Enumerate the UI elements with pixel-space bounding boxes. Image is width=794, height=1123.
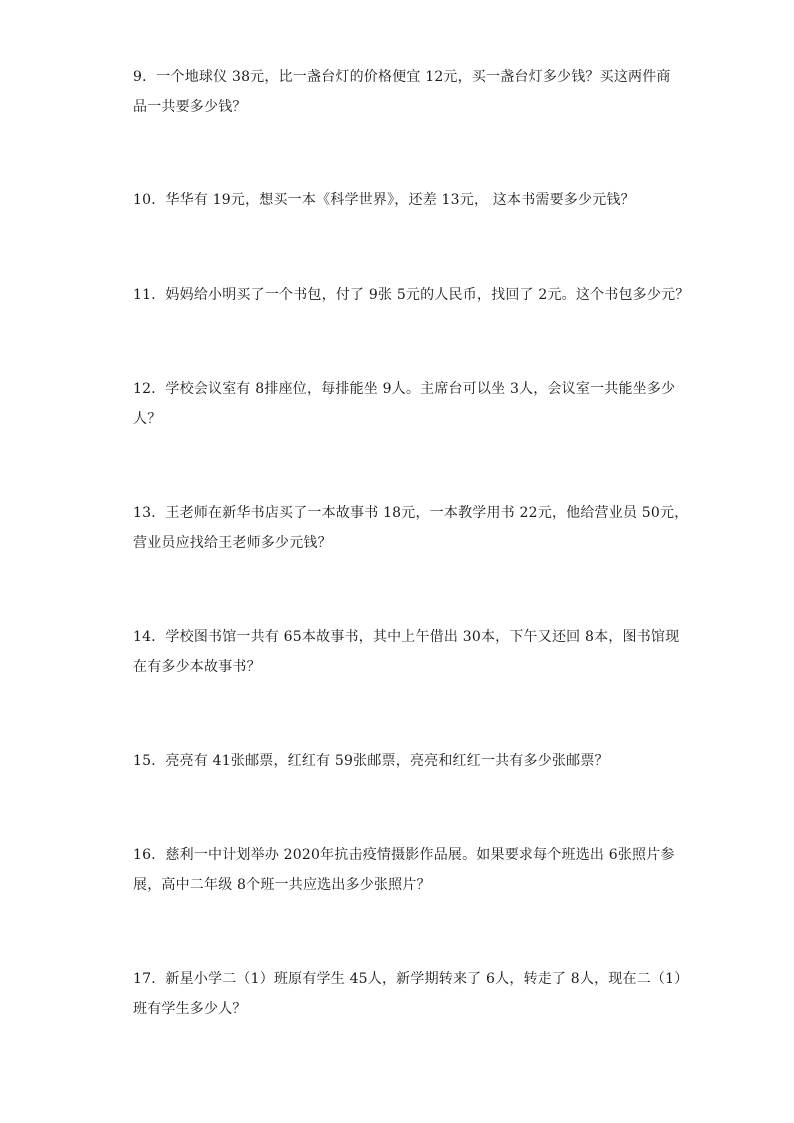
question-12	[133, 374, 676, 434]
question-10	[133, 185, 673, 215]
question-11	[133, 280, 690, 310]
question-line: 12．学校会议室有 8排座位，每排能坐 9人。主席台可以坐 3人，会议室一共能坐多少	[133, 381, 676, 397]
question-line: 10．华华有 19元，想买一本《科学世界》，还差 13元， 这本书需要多少元钱？	[133, 192, 635, 208]
question-line: 在有多少本故事书？	[133, 659, 261, 675]
question-line: 16．慈利一中计划举办 2020年抗击疫情摄影作品展。如果要求每个班选出 6张照片参	[133, 847, 675, 863]
question-line: 13．王老师在新华书店买了一本故事书 18元，一本教学用书 22元，他给营业员 50元，	[133, 505, 689, 521]
question-16	[133, 840, 673, 900]
question-line: 人？	[133, 411, 162, 427]
question-9	[133, 62, 673, 122]
question-line: 17．新星小学二（1）班原有学生 45人，新学期转来了 6人，转走了 8人，现在二（1）	[133, 971, 689, 987]
question-line: 营业员应找给王老师多少元钱？	[133, 535, 332, 551]
question-14	[133, 622, 680, 682]
question-15	[133, 746, 673, 776]
question-line: 9．一个地球仪 38元，比一盏台灯的价格便宜 12元，买一盏台灯多少钱？买这两件商	[133, 69, 671, 85]
question-line: 15．亮亮有 41张邮票，红红有 59张邮票，亮亮和红红一共有多少张邮票？	[133, 753, 609, 769]
question-line: 班有学生多少人？	[133, 1001, 247, 1017]
question-line: 11．妈妈给小明买了一个书包，付了 9张 5元的人民币，找回了 2元。这个书包多少元？	[133, 287, 690, 303]
question-line: 14．学校图书馆一共有 65本故事书，其中上午借出 30本，下午又还回 8本，图书馆现	[133, 629, 680, 645]
question-line: 品一共要多少钱？	[133, 99, 247, 115]
question-13	[133, 498, 689, 558]
question-line: 展，高中二年级 8个班一共应选出多少张照片？	[133, 877, 431, 893]
question-17	[133, 964, 689, 1024]
